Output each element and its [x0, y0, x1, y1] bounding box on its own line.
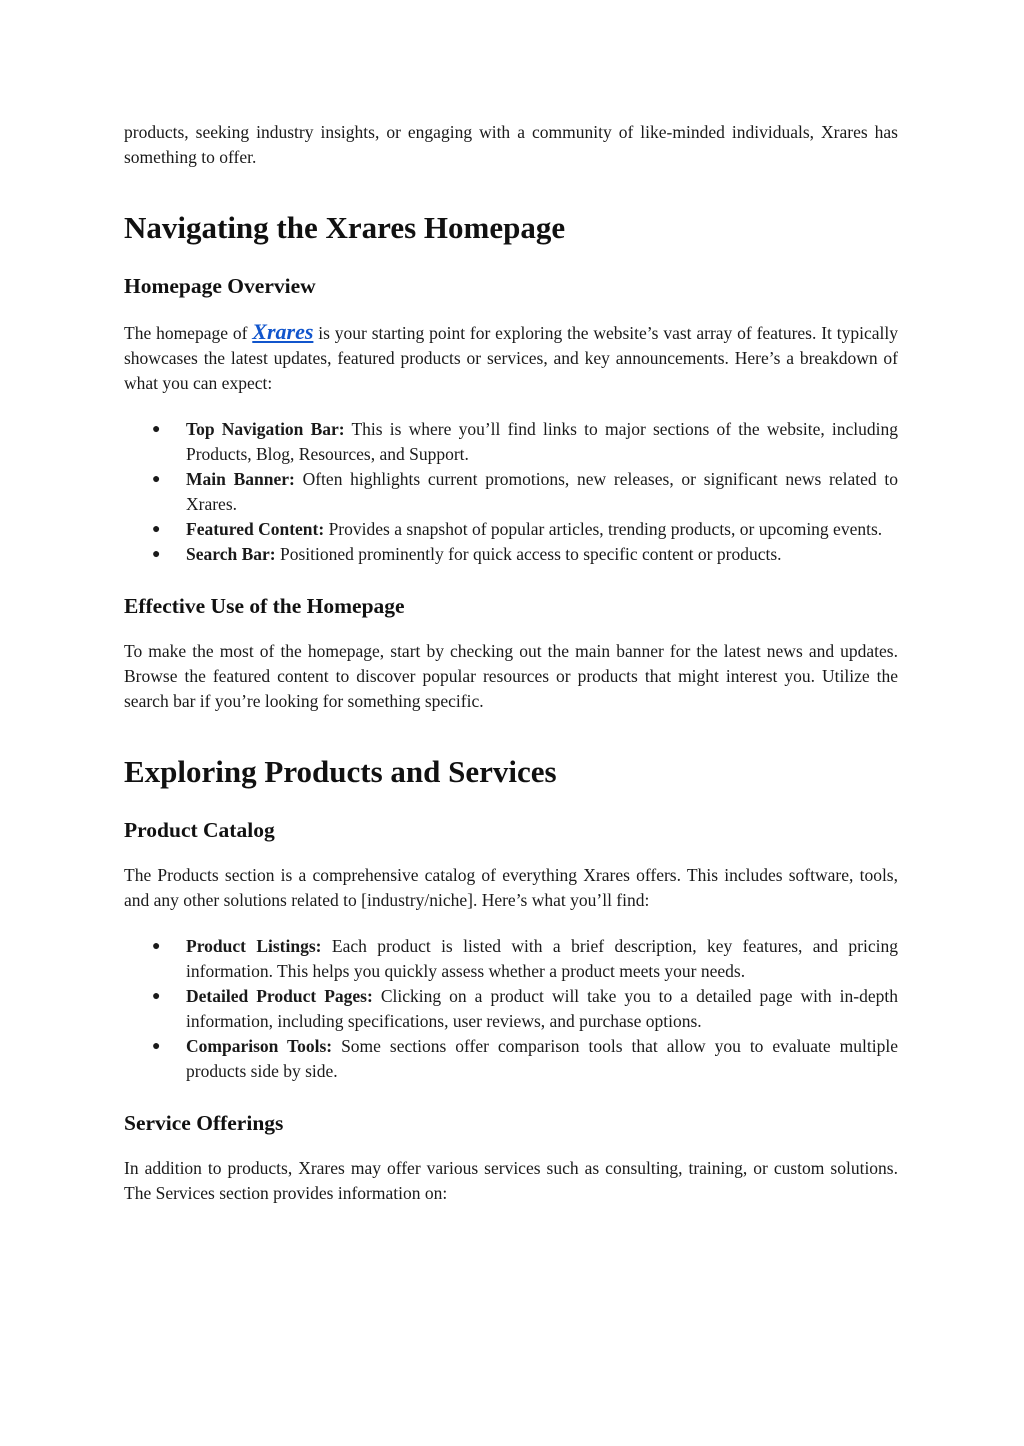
- homepage-features-list: [124, 417, 898, 567]
- subheading-service-offerings: Service Offerings: [124, 1111, 284, 1135]
- homepage-overview-paragraph: [124, 319, 898, 396]
- list-item-term: Product Listings:: [186, 936, 322, 956]
- paragraph-text-before-link: The homepage of: [124, 323, 253, 343]
- intro-paragraph: products, seeking industry insights, or engaging with a community of like-minded individuals, Xrares has something to offer.: [124, 122, 898, 167]
- list-item: [124, 417, 898, 467]
- list-item: [124, 542, 898, 567]
- bullet-icon: ●: [152, 939, 161, 954]
- list-item-text: Each product is listed with a brief description, key features, and pricing information. This helps you quickly assess whether a product meets your needs.: [186, 936, 898, 981]
- section-heading-homepage: Navigating the Xrares Homepage: [124, 210, 566, 245]
- list-item-term: Detailed Product Pages:: [186, 986, 373, 1006]
- service-offerings-paragraph: In addition to products, Xrares may offer various services such as consulting, training, or custom solutions. The Services section provides information on:: [124, 1158, 898, 1203]
- document-page: [124, 120, 898, 1206]
- list-item-term: Top Navigation Bar:: [186, 419, 345, 439]
- list-item-term: Main Banner:: [186, 469, 295, 489]
- list-item-text: Some sections offer comparison tools that allow you to evaluate multiple products side by side.: [186, 1036, 898, 1081]
- bullet-icon: ●: [152, 422, 161, 437]
- bullet-icon: ●: [152, 547, 161, 562]
- product-catalog-paragraph: The Products section is a comprehensive catalog of everything Xrares offers. This includes software, tools, and any other solutions related to [industry/niche]. Here’s what you’ll find:: [124, 865, 898, 910]
- paragraph-text-after-link: is your starting point for exploring the website’s vast array of features. It typically showcases the latest updates, featured products or services, and key announcements. Here’s a breakdown of what you can expect:: [124, 323, 898, 393]
- list-item-text: Often highlights current promotions, new releases, or significant news related to Xrares.: [186, 469, 898, 514]
- list-item: [124, 934, 898, 984]
- list-item-term: Featured Content:: [186, 519, 325, 539]
- product-catalog-list: [124, 934, 898, 1084]
- section-heading-products: Exploring Products and Services: [124, 754, 557, 789]
- list-item: [124, 517, 898, 542]
- list-item-text: Provides a snapshot of popular articles, trending products, or upcoming events.: [324, 519, 883, 539]
- subheading-product-catalog: Product Catalog: [124, 818, 275, 842]
- list-item: [124, 984, 898, 1034]
- list-item: [124, 1034, 898, 1084]
- list-item-text: This is where you’ll find links to major sections of the website, including Products, Blog, Resources, and Support.: [186, 419, 898, 464]
- list-item-term: Comparison Tools:: [186, 1036, 333, 1056]
- list-item-text: Clicking on a product will take you to a detailed page with in-depth information, including specifications, user reviews, and purchase options.: [186, 986, 898, 1031]
- bullet-icon: ●: [152, 1039, 161, 1054]
- effective-use-paragraph: To make the most of the homepage, start by checking out the main banner for the latest news and updates. Browse the featured content to discover popular resources or products that might interest you. Utilize the search bar if you’re looking for something specific.: [124, 641, 898, 711]
- subheading-homepage-overview: Homepage Overview: [124, 274, 316, 298]
- bullet-icon: ●: [152, 522, 161, 537]
- xrares-link[interactable]: Xrares: [252, 319, 314, 344]
- list-item: [124, 467, 898, 517]
- list-item-text: Positioned prominently for quick access to specific content or products.: [275, 544, 782, 564]
- subheading-effective-use: Effective Use of the Homepage: [124, 594, 405, 618]
- list-item-term: Search Bar:: [186, 544, 276, 564]
- bullet-icon: ●: [152, 989, 161, 1004]
- bullet-icon: ●: [152, 472, 161, 487]
